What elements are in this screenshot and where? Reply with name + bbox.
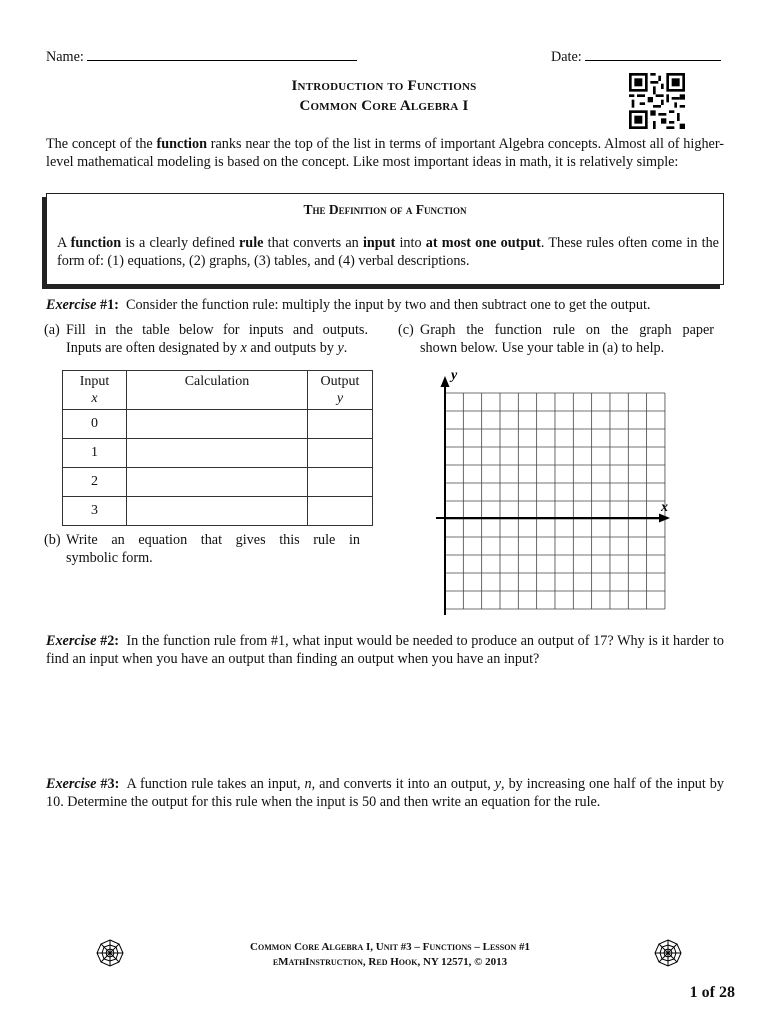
table-header-row	[63, 371, 373, 410]
column-header-input: Input x	[63, 371, 127, 410]
part-a-tag: (a)	[44, 322, 60, 338]
column-header-calculation: Calculation	[127, 371, 308, 410]
exercise-3-prompt: Exercise #3: A function rule takes an input, n, and converts it into an output, y, by increasing one half of the input by 10. Determine the output for this rule when the input is 50 and then write an equation for the rule.	[46, 776, 724, 810]
table-row	[63, 410, 373, 439]
name-field[interactable]	[46, 46, 357, 66]
exercise-1-label: Exercise #1:	[46, 297, 119, 313]
calculation-cell[interactable]	[127, 468, 308, 497]
title-line-2: Common Core Algebra I	[299, 98, 469, 114]
part-c-tag: (c)	[398, 322, 414, 338]
calculation-cell[interactable]	[127, 497, 308, 526]
output-cell[interactable]	[308, 497, 373, 526]
exercise-3-label: Exercise #3:	[46, 776, 120, 792]
date-line[interactable]	[585, 46, 721, 61]
part-b-tag: (b)	[44, 532, 61, 548]
input-cell: 3	[63, 497, 127, 526]
page-number: 1 of 28	[689, 984, 735, 1001]
x-axis-label: x	[661, 500, 668, 515]
name-label: Name:	[46, 49, 84, 65]
table-row	[63, 468, 373, 497]
exercise-2-prompt: Exercise #2: In the function rule from #1, what input would be needed to produce an output of 17? Why is it harder to find an input when you have an output than finding an output when you have an input?	[46, 633, 724, 667]
input-cell: 1	[63, 439, 127, 468]
name-line[interactable]	[87, 46, 357, 61]
definition-title: The Definition of a Function	[303, 202, 467, 217]
calculation-cell[interactable]	[127, 410, 308, 439]
exercise-1-prompt: Exercise #1: Consider the function rule: multiply the input by two and then subtract one to get the output.	[46, 297, 651, 313]
input-cell: 2	[63, 468, 127, 497]
part-a-text: Fill in the table below for inputs and outputs. Inputs are often designated by x and outputs by y.	[66, 322, 368, 356]
exercise-2-label: Exercise #2:	[46, 633, 120, 649]
definition-box	[46, 193, 724, 285]
output-cell[interactable]	[308, 439, 373, 468]
input-cell: 0	[63, 410, 127, 439]
calculation-cell[interactable]	[127, 439, 308, 468]
title-line-1: Introduction to Functions	[291, 78, 477, 94]
input-output-table	[62, 370, 373, 526]
qr-code-icon	[629, 73, 685, 129]
output-cell[interactable]	[308, 410, 373, 439]
table-row	[63, 497, 373, 526]
web-emblem-icon	[96, 939, 124, 967]
part-c-text: Graph the function rule on the graph paper shown below. Use your table in (a) to help.	[420, 322, 714, 356]
web-emblem-icon	[654, 939, 682, 967]
y-axis-arrow-icon	[441, 376, 450, 387]
column-header-output: Output y	[308, 371, 373, 410]
part-b-text: Write an equation that gives this rule in symbolic form.	[66, 532, 360, 566]
date-field[interactable]	[551, 46, 721, 66]
graph-paper[interactable]	[430, 365, 680, 620]
footer-line-2: eMathInstruction, Red Hook, NY 12571, © 2013	[272, 956, 508, 968]
footer-line-1: Common Core Algebra I, Unit #3 – Functions – Lesson #1	[250, 941, 530, 953]
y-axis-label: y	[451, 368, 458, 383]
definition-text: A function is a clearly defined rule that converts an input into at most one output. These rules often come in the form of: (1) equations, (2) graphs, (3) tables, and (4) verbal descriptions.	[57, 235, 719, 269]
table-row	[63, 439, 373, 468]
output-cell[interactable]	[308, 468, 373, 497]
date-label: Date:	[551, 49, 582, 65]
intro-paragraph: The concept of the function ranks near the top of the list in terms of important Algebra concepts. Almost all of higher-level mathematical modeling is based on the concept. Like most important ideas in math, it is relatively simple:	[46, 136, 724, 170]
